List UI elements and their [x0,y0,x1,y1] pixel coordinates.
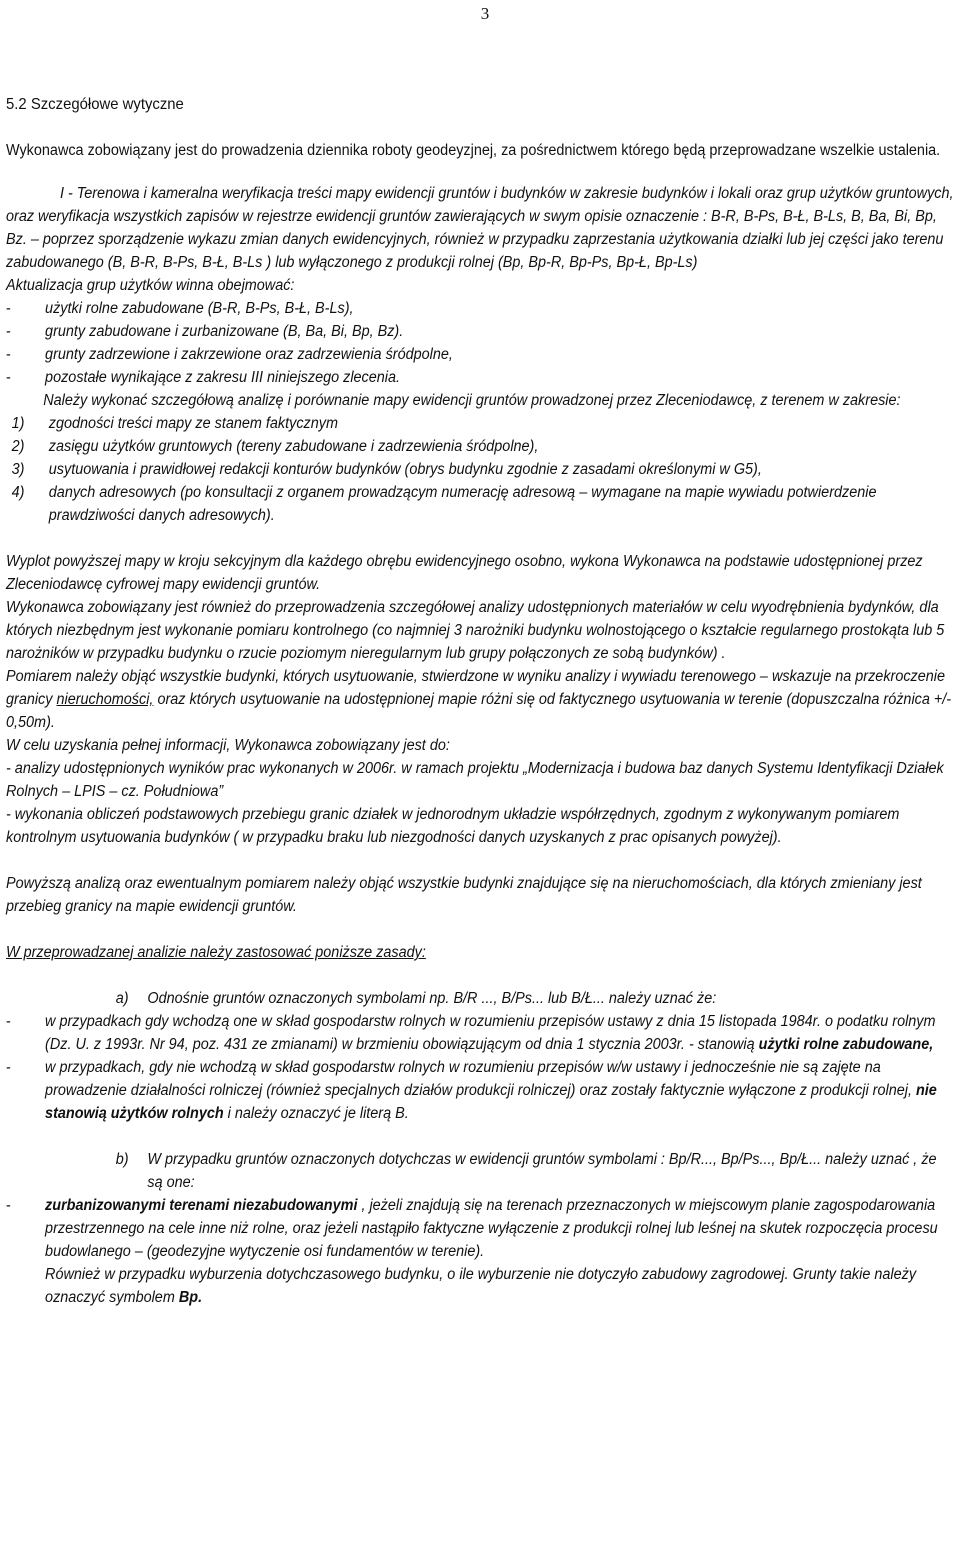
rule-a-item: - w przypadkach, gdy nie wchodzą w skład gospodarstw rolnych w rozumieniu przepisów w/w ustawy i jednocześnie nie są zajęte na prowadzenie działalności rolniczej (również specjalnych działów produkcji rolniczej) oraz zostały faktycznie wyłączone z produkcji rolnej, nie stanowią użytków rolnych i należy oznaczyć je literą B. [6,1059,937,1122]
rule-b-item: - zurbanizowanymi terenami niezabudowanymi , jeżeli znajdują się na terenach przeznaczonych w miejscowym planie zagospodarowania przestrzennego na cele inne niż rolne, oraz jeżeli nastąpiło faktyczne wyłączenie z produkcji rolnej lub leśnej na skutek rozpoczęcia procesu budowlanego – (geodezyjne wytyczenie osi fundamentów w terenie). [6,1197,938,1260]
detailed-analysis-paragraph: Wykonawca zobowiązany jest również do przeprowadzenia szczegółowej analizy udostępnionych materiałów w celu wyodrębnienia bydynków, dla których niezbędnym jest wykonanie pomiaru kontrolnego (co najmniej 3 narożniki budynku wolnostojącego o kształcie regularnego prostokąta lub 5 narożników w przypadku budynku o rzucie poziomym nieregularnym lub grupy połączonych ze sobą budynków) . [6,599,945,662]
stage-one-lead: I - Terenowa i kameralna weryfikacja treści mapy ewidencji gruntów i budynków w zakresie budynków i lokali oraz grup użytków gruntowych, oraz weryfikacja wszystkich zapisów w rejestrze ewidencji gruntów zawierających w swym opisie oznaczenie : B-R, B-Ps, B-Ł, B-Ls, B, Ba, Bi, Bp, Bz. [6,185,954,248]
list-item: - grunty zadrzewione i zakrzewione oraz zadrzewienia śródpolne, [6,346,453,363]
numbered-item: 1) zgodności treści mapy ze stanem faktycznym [11,415,338,432]
list-item: - użytki rolne zabudowane (B-R, B-Ps, B-Ł, B-Ls), [6,300,354,317]
underlined-term: nieruchomości, [56,691,154,708]
measurement-paragraph: Pomiarem należy objąć wszystkie budynki, których usytuowanie, stwierdzone w wyniku analizy i wywiadu terenowego – wskazuje na przekroczenie granicy nieruchomości, oraz których usytuowanie na udostępnionej mapie różni się od faktycznego usytuowania w terenie (dopuszczalna różnica +/- 0,50m). [6,668,952,731]
printout-paragraph: Wyplot powyższej mapy w kroju sekcyjnym dla każdego obrębu ewidencyjnego osobno, wykona Wykonawca na podstawie udostępnionej przez Zleceniodawcę cyfrowej mapy ewidencji gruntów. [6,553,923,593]
text-block [6,93,954,1309]
list-item: - grunty zabudowane i zurbanizowane (B, Ba, Bi, Bp, Bz). [6,323,404,340]
rule-b-note: Również w przypadku wyburzenia dotychczasowego budynku, o ile wyburzenie nie dotyczyło zabudowy zagrodowej. Grunty takie należy oznaczyć symbolem Bp. [45,1266,917,1306]
numbered-item: 3) usytuowania i prawidłowej redakcji konturów budynków (obrys budynku zgodnie z zasadami określonymi w G5), [11,461,762,478]
numbered-item: 2) zasięgu użytków gruntowych (tereny zabudowane i zadrzewienia śródpolne), [11,438,539,455]
rules-title: W przeprowadzanej analizie należy zastosować poniższe zasady: [6,944,426,961]
rule-b-heading: b) W przypadku gruntów oznaczonych dotychczas w ewidencji gruntów symbolami : Bp/R..., Bp/Ps..., Bp/Ł... należy uznać , że są one: [115,1151,937,1191]
obligations-title: W celu uzyskania pełnej informacji, Wykonawca zobowiązany jest do: [6,737,450,754]
rule-a-item: - w przypadkach gdy wchodzą one w skład gospodarstw rolnych w rozumieniu przepisów ustawy z dnia 15 listopada 1984r. o podatku rolnym (Dz. U. z 1993r. Nr 94, poz. 431 ze zmianami) w brzmieniu obowiązującym od dnia 1 stycznia 2003r. - stanowią użytki rolne zabudowane, [6,1013,936,1053]
stage-one-paragraph [6,182,954,274]
cover-all-paragraph: Powyższą analizą oraz ewentualnym pomiarem należy objąć wszystkie budynki znajdujące się na nieruchomościach, dla których zmieniany jest przebieg granicy na mapie ewidencji gruntów. [6,875,922,915]
intro-paragraph: Wykonawca zobowiązany jest do prowadzenia dziennika roboty geodeyzjnej, za pośrednictwem którego będą przeprowadzane wszelkie ustalenia. [6,142,941,159]
obligation-item: - wykonania obliczeń podstawowych przebiegu granic działek w jednorodnym układzie współrzędnych, zgodnym z wykonywanym pomiarem kontrolnym usytuowania budynków ( w przypadku braku lub niezgodności danych uzyskanych z prac opisanych powyżej). [6,806,900,846]
page-number: 3 [480,4,490,23]
analysis-paragraph: Należy wykonać szczegółową analizę i porównanie mapy ewidencji gruntów prowadzonej przez Zleceniodawcę, z terenem w zakresie: [43,392,901,409]
stage-one-rest: – poprzez sporządzenie wykazu zmian danych ewidencyjnych, również w przypadku zaprzestania użytkowania działki lub jej części jako terenu zabudowanego (B, B-R, B-Ps, B-Ł, B-Ls ) lub wyłączonego z produkcji rolnej (Bp, Bp-R, Bp-Ps, Bp-Ł, Bp-Ls) [6,231,944,271]
rule-a-heading: a) Odnośnie gruntów oznaczonych symbolami np. B/R ..., B/Ps... lub B/Ł... należy uznać że: [115,990,717,1007]
update-title: Aktualizacja grup użytków winna obejmować: [6,277,295,294]
list-item: - pozostałe wynikające z zakresu III niniejszego zlecenia. [6,369,401,386]
page-content [6,93,954,1309]
section-title: 5.2 Szczegółowe wytyczne [6,96,184,113]
numbered-item: 4) danych adresowych (po konsultacji z organem prowadzącym numerację adresową – wymagane na mapie wywiadu potwierdzenie prawdziwości danych adresowych). [11,484,877,524]
obligation-item: - analizy udostępnionych wyników prac wykonanych w 2006r. w ramach projektu „Modernizacja i budowa baz danych Systemu Identyfikacji Działek Rolnych – LPIS – cz. Południowa” [6,760,944,800]
